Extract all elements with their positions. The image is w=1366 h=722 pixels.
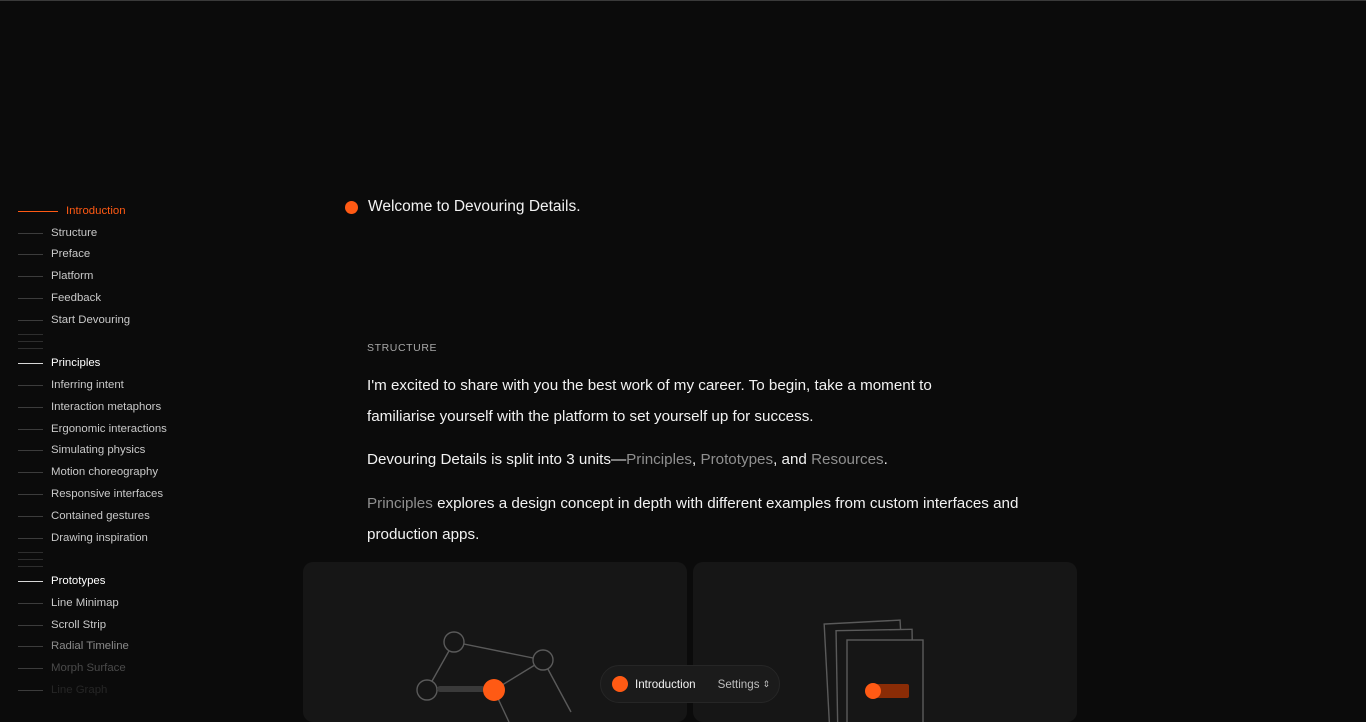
chevron-up-down-icon: ⇕ [762,678,771,689]
link-resources[interactable]: Resources [811,451,884,468]
sidebar-tick [18,581,43,582]
sidebar-item-label: Ergonomic interactions [51,422,167,435]
sidebar-item-line-minimap[interactable] [18,592,218,614]
sidebar-group-prototypes [18,570,218,701]
settings-button[interactable] [718,678,770,691]
sidebar-item-simulating-physics[interactable] [18,440,218,462]
sidebar-item-morph-surface[interactable] [18,657,218,679]
sidebar-tick [18,450,43,451]
sidebar-tick [18,646,43,647]
sidebar-tick [18,494,43,495]
sidebar-tick [18,690,43,691]
sidebar-item-contained-gestures[interactable] [18,505,218,527]
sidebar-tick [18,668,43,669]
current-section-label[interactable]: Introduction [635,677,696,691]
sidebar-tick [18,538,43,539]
sidebar-tick [18,276,43,277]
sidebar-item-label: Line Graph [51,683,108,696]
sidebar-item-label: Line Minimap [51,596,119,609]
sidebar-item-feedback[interactable] [18,287,218,309]
sidebar-tick [18,298,43,299]
link-principles[interactable]: Principles [626,451,692,468]
link-principles-inline[interactable]: Principles [367,495,433,512]
units-lead: Devouring Details is split into 3 units— [367,451,627,468]
sidebar-item-label: Morph Surface [51,662,126,675]
sidebar-item-introduction[interactable] [18,200,218,222]
sidebar-item-responsive-interfaces[interactable] [18,483,218,505]
sidebar-item-label: Responsive interfaces [51,488,164,501]
sidebar-item-preface[interactable] [18,244,218,266]
sidebar-item-label: Start Devouring [51,313,131,326]
units-end: . [883,451,888,468]
principles-paragraph [367,488,1047,550]
sidebar-item-label: Preface [51,248,91,261]
sidebar-tick [18,472,43,473]
sidebar-item-label: Contained gestures [51,509,150,522]
sidebar-item-platform[interactable] [18,265,218,287]
sidebar-item-label: Inferring intent [51,379,124,392]
settings-label: Settings [717,677,760,691]
sidebar-item-label: Platform [51,270,94,283]
sidebar-spacer [18,549,218,571]
sidebar-item-structure[interactable] [18,222,218,244]
sidebar-tick [18,363,43,364]
sidebar-item-label: Scroll Strip [51,618,107,631]
top-border [0,0,1366,1]
current-section-dot-icon [612,676,628,692]
section-kicker: STRUCTURE [367,342,438,354]
units-paragraph [367,444,1047,475]
sidebar-tick [18,516,43,517]
units-sep1: , [692,451,701,468]
units-sep2: , and [773,451,812,468]
sidebar-group-introduction [18,200,218,331]
sidebar-tick [18,625,43,626]
sidebar-spacer [18,331,218,353]
sidebar-tick [18,233,43,234]
sidebar-tick [18,429,43,430]
sidebar-tick [18,211,58,212]
sidebar-item-interaction-metaphors[interactable] [18,396,218,418]
sidebar-item-motion-choreography[interactable] [18,461,218,483]
sidebar-group-principles [18,352,218,548]
sidebar-item-inferring-intent[interactable] [18,374,218,396]
sidebar-item-label: Feedback [51,292,102,305]
sidebar-item-principles[interactable] [18,352,218,374]
sidebar-item-label: Motion choreography [51,466,159,479]
sidebar-item-label: Drawing inspiration [51,531,148,544]
sidebar-tick [18,385,43,386]
section-switcher-pill [600,665,780,703]
principles-description: explores a design concept in depth with different examples from custom interfaces and production apps. [367,495,1019,543]
sidebar-item-label: Interaction metaphors [51,400,162,413]
sidebar-item-start-devouring[interactable] [18,309,218,331]
sidebar-tick [18,603,43,604]
sidebar-tick [18,407,43,408]
sidebar-item-prototypes[interactable] [18,570,218,592]
sidebar-item-label: Simulating physics [51,444,146,457]
sidebar-item-radial-timeline[interactable] [18,635,218,657]
sidebar-item-ergonomic-interactions[interactable] [18,418,218,440]
sidebar-item-label: Radial Timeline [51,640,129,653]
welcome-text: Welcome to Devouring Details. [368,198,581,215]
intro-paragraph: I'm excited to share with you the best work of my career. To begin, take a moment to familiarise yourself with the platform to set yourself up for success. [367,377,932,425]
status-dot-icon [345,201,358,214]
sidebar-nav [18,200,218,701]
link-prototypes[interactable]: Prototypes [700,451,774,468]
sidebar-item-scroll-strip[interactable] [18,614,218,636]
sidebar-item-drawing-inspiration[interactable] [18,527,218,549]
sidebar-tick [18,320,43,321]
sidebar-item-label: Principles [51,357,101,370]
sidebar-item-label: Introduction [66,204,126,217]
sidebar-item-label: Prototypes [51,574,106,587]
sidebar-tick [18,254,43,255]
welcome-heading [345,198,581,216]
sidebar-item-label: Structure [51,226,98,239]
sidebar-item-line-graph[interactable] [18,679,218,701]
